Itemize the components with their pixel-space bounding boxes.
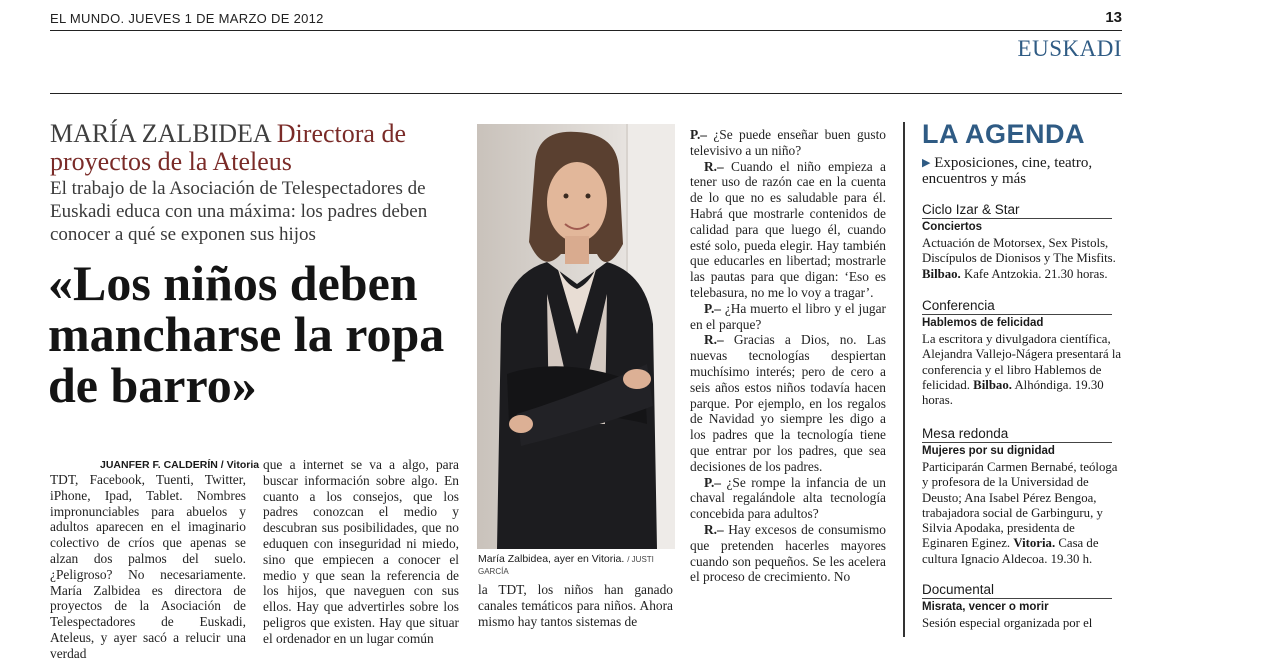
interview-text: Hay excesos de consumismo que pretenden hacerles mayores cuando son pequeños. Se les acelera el proceso de crecimiento. No: [690, 521, 886, 585]
interview-paragraph: [690, 522, 886, 585]
article-column-3-bottom: [478, 582, 673, 629]
event-place: Bilbao.: [922, 266, 961, 281]
event-venue: Kafe Antzokia. 21.30 horas.: [963, 266, 1108, 281]
interview-text: ¿Se puede enseñar buen gusto televisivo a un niño?: [690, 127, 886, 158]
interview-text: Gracias a Dios, no. Las nuevas tecnologías despiertan muchísimo interés; pero de cero a seis años estos niños todavía hacen parque. Por ejemplo, en los regalos de Navidad yo siempre les digo a los padres que la tecnología tiene que entrar por los padres, que sea decisiones de los padres.: [690, 332, 886, 474]
article-column-1: [50, 472, 246, 662]
event-desc-text: Sesión especial organizada por el: [922, 616, 1093, 630]
interview-paragraph: [690, 127, 886, 159]
column-2-text: que a internet se va a algo, para buscar información sobre algo. En cuanto a los consejos, que los padres conozcan el medio y descubran sus posibilidades, que no eduquen con inseguridad ni miedo, sino que empiecen a conocer el medio y que sean la referencia de los hijos, que naveguen con sus ellos. Hay que advertirles sobre los peligros que existen. Hay que situar el ordenador en un lugar común: [263, 457, 459, 646]
caption-text: María Zalbidea, ayer en Vitoria.: [478, 553, 625, 565]
agenda-title: LA AGENDA: [922, 119, 1085, 149]
event-description: [922, 332, 1122, 408]
interview-label: P.–: [704, 300, 721, 316]
interview-label: P.–: [704, 474, 721, 490]
article-column-2: [263, 457, 459, 647]
event-category: Documental: [922, 582, 1112, 599]
article-byline: JUANFER F. CALDERÍN / Vitoria: [100, 459, 260, 471]
event-desc-text: La escritora y divulgadora científica, Alejandra Vallejo-Nágera presentará la conferencia y el libro Hablemos de felicidad.: [922, 332, 1122, 392]
interview-text: ¿Se rompe la infancia de un chaval regalándole alta tecnología concebida para adultos?: [690, 474, 886, 522]
interview-label: P.–: [690, 127, 707, 142]
interview-paragraph: [690, 332, 886, 474]
event-venue: Casa de cultura Ignacio Aldecoa. 19.30 h.: [922, 536, 1099, 566]
event-title: Hablemos de felicidad: [922, 317, 1044, 329]
event-description: [922, 236, 1122, 282]
section-name: EUSKADI: [1017, 36, 1122, 61]
photo-caption: [478, 553, 678, 577]
event-description: [922, 616, 1122, 631]
interview-label: R.–: [704, 158, 724, 174]
portrait-photo: [477, 124, 675, 549]
interview-text: ¿Ha muerto el libro y el jugar en el parque?: [690, 300, 886, 332]
article-subhead: El trabajo de la Asociación de Telespectadores de Euskadi educa con una máxima: los padres deben conocer a qué se exponen sus hijos: [50, 178, 428, 245]
event-desc-text: Actuación de Motorsex, Sex Pistols, Discípulos de Dionisos y The Misfits.: [922, 236, 1116, 266]
agenda-event: [922, 298, 1122, 408]
interview-text: Cuando el niño empieza a tener uso de razón cae en la cuenta de lo que no es saludable para él. Habrá que mostrarle contenidos de calidad para que luego él, cuando esté solo, pueda elegir. Hay también que educarles en libertad; mostrarle las pautas para que digan: ‘Eso es telebasura, no me lo voy a tragar’.: [690, 158, 886, 300]
top-rule: [50, 30, 1122, 31]
event-category: Mesa redonda: [922, 426, 1112, 443]
agenda-divider: [903, 122, 905, 637]
agenda-event: [922, 582, 1122, 631]
article-headline: «Los niños deben mancharse la ropa de barro»: [48, 255, 445, 413]
interview-paragraph: [690, 301, 886, 333]
event-place: Bilbao.: [973, 377, 1012, 392]
portrait-illustration: [477, 124, 675, 549]
agenda-subtitle-text: Exposiciones, cine, teatro, encuentros y más: [922, 155, 1093, 187]
agenda-event: [922, 202, 1122, 282]
triangle-icon: ▶: [922, 157, 931, 169]
kicker-role: Directora de proyectos de la Ateleus: [50, 119, 406, 176]
agenda-subtitle: [922, 155, 1132, 187]
column-3-text: la TDT, los niños han ganado canales temáticos para niños. Ahora mismo hay tantos sistemas de: [478, 582, 673, 629]
section-rule: [50, 93, 1122, 94]
event-venue: Alhóndiga. 19.30 horas.: [922, 377, 1104, 408]
interview-column: [690, 127, 886, 585]
event-title: Mujeres por su dignidad: [922, 445, 1055, 457]
interview-paragraph: [690, 159, 886, 301]
event-category: Conferencia: [922, 298, 1112, 315]
event-title: Conciertos: [922, 221, 983, 233]
photo-credit: / JUSTI GARCÍA: [478, 555, 654, 576]
kicker-name: MARÍA ZALBIDEA: [50, 119, 271, 148]
event-desc-text: Participarán Carmen Bernabé, teóloga y profesora de la Universidad de Deusto; Ana Isabel Pérez Bengoa, trabajadora social de Garbinguru, y Silvia Apodaka, presidenta de Eginaren Eginez.: [922, 460, 1118, 551]
agenda-event: [922, 426, 1122, 567]
event-description: [922, 460, 1122, 567]
event-title: Misrata, vencer o morir: [922, 601, 1049, 613]
interview-label: R.–: [704, 521, 724, 537]
event-place: Vitoria.: [1013, 536, 1056, 551]
article-kicker: [50, 120, 460, 176]
event-category: Ciclo Izar & Star: [922, 202, 1112, 219]
interview-paragraph: [690, 475, 886, 522]
interview-label: R.–: [704, 332, 724, 348]
column-1-text: TDT, Facebook, Tuenti, Twitter, iPhone, Ipad, Tablet. Nombres impronunciables para abuelos y adultos aparecen en el imaginario colectivo de críos que apenas se alzan dos palmos del suelo. ¿Peligroso? No necesariamente. María Zalbidea es directora de proyectos de la Asociación de Telespectadores de Euskadi, Ateleus, y ayer sacó a relucir una verdad: [50, 472, 246, 661]
page-number: 13: [1105, 9, 1122, 26]
newspaper-date-line: EL MUNDO. JUEVES 1 DE MARZO DE 2012: [50, 11, 324, 26]
